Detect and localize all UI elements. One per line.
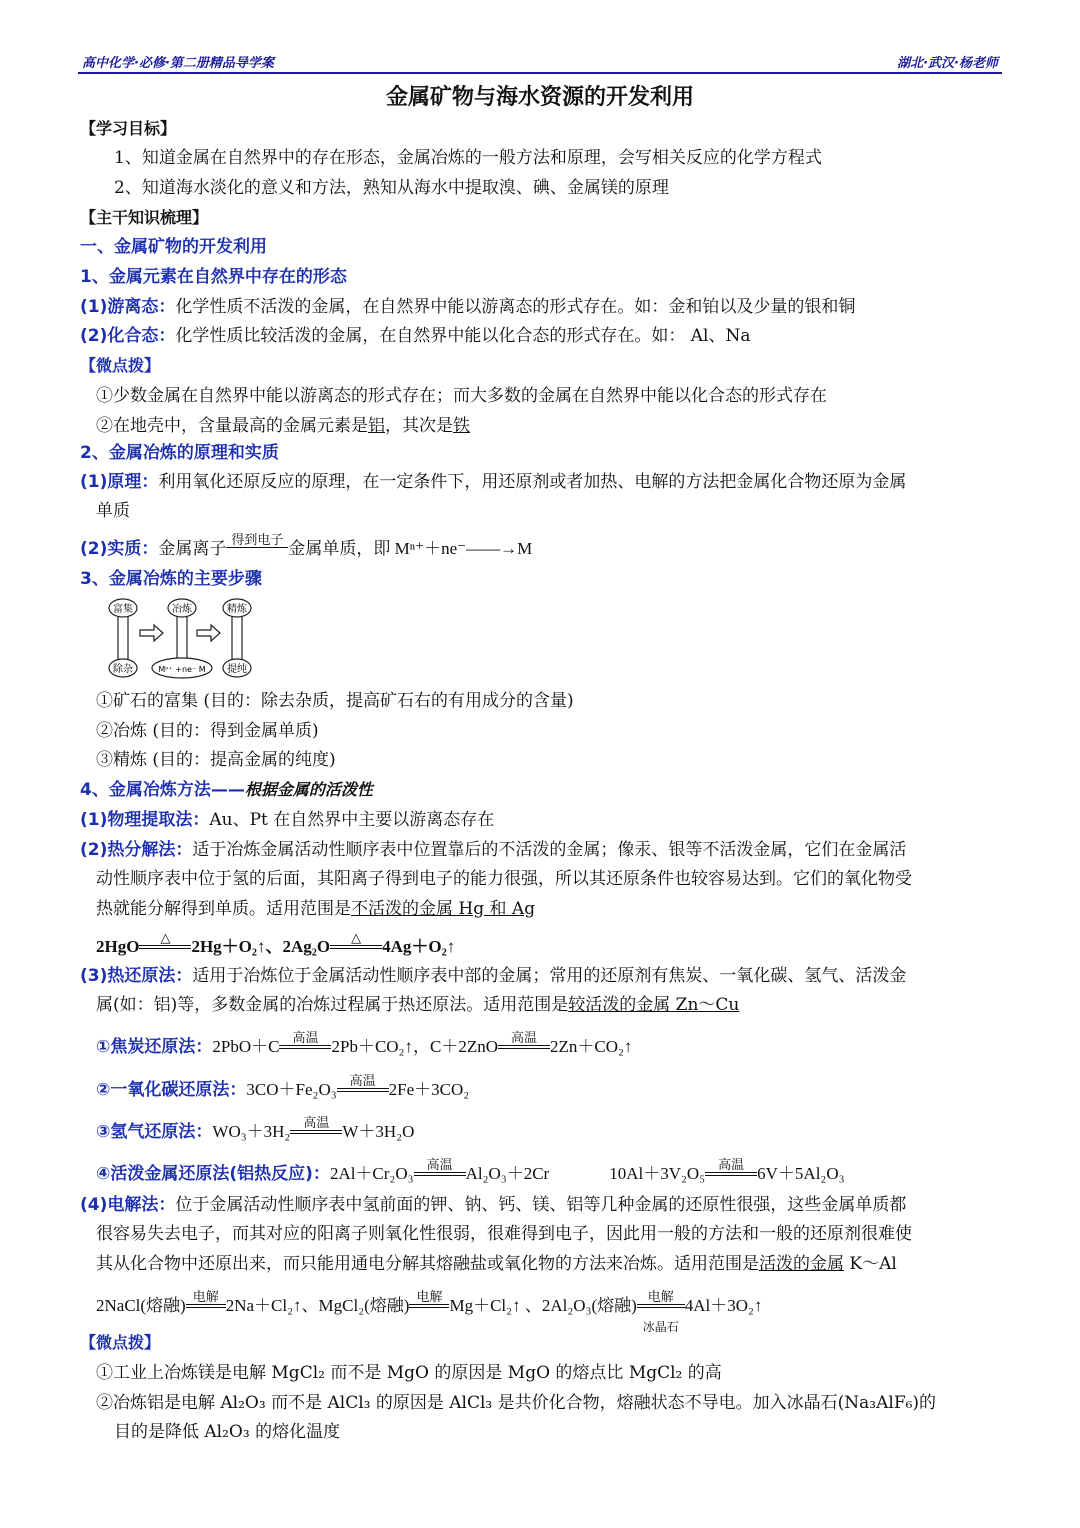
eq-2-cond-1: △ xyxy=(160,930,171,946)
tip-1-2-b: 铝 xyxy=(368,416,385,436)
tip-1-2-d: 铁 xyxy=(453,416,470,436)
step-2: ②冶炼 (目的：得到金属单质) xyxy=(96,721,319,741)
method-1-line xyxy=(80,805,1010,835)
subsection-1-4-a: 4、金属冶炼方法—— xyxy=(80,780,245,800)
method-2-text-3a: 热就能分解得到单质。适用范围是 xyxy=(96,899,351,919)
r1-d: 2Zn＋CO₂↑ xyxy=(549,1037,633,1056)
r3-cond: 高温 xyxy=(303,1115,330,1131)
r2-cond: 高温 xyxy=(349,1073,376,1089)
method-3-text: 适用于冶炼位于金属活动性顺序表中部的金属；常用的还原剂有焦炭、一氧化碳、氢气、活泼金 xyxy=(192,966,907,986)
principle-line xyxy=(80,467,1010,497)
r2-b: 2Fe＋3CO₂ xyxy=(388,1080,470,1099)
electrolysis-equation xyxy=(96,1289,1010,1335)
reduction-2 xyxy=(96,1075,1010,1105)
method-3-line-2 xyxy=(96,990,1010,1020)
method-4-label: (4)电解法： xyxy=(80,1195,176,1215)
reduction-1-label: ①焦炭还原法： xyxy=(96,1037,213,1057)
r1-arrow-2 xyxy=(498,1030,550,1055)
r4-arrow-2 xyxy=(705,1157,757,1182)
subsection-1-1: 1、金属元素在自然界中存在的形态 xyxy=(80,267,347,287)
subsection-1-4 xyxy=(80,775,1010,805)
r4-e: 6V＋5Al₂O₃ xyxy=(757,1164,845,1183)
method-4-text-3c: K～Al xyxy=(844,1254,897,1274)
method-2-line-3 xyxy=(96,894,1010,924)
r3-b: W＋3H₂O xyxy=(342,1122,415,1141)
tip-1-2-c: ，其次是 xyxy=(385,416,453,436)
method-4-line-2: 很容易失去电子，而其对应的阳离子则氧化性很弱，很难得到电子，因此用一般的方法和一般的还原剂很难使 xyxy=(96,1224,912,1244)
e-cond-3b: 冰晶石 xyxy=(642,1320,679,1335)
r4-d: 10Al＋3V₂O₅ xyxy=(609,1164,706,1183)
step-3: ③精炼 (目的：提高金属的纯度) xyxy=(96,750,336,770)
reduction-3-label: ③氢气还原法： xyxy=(96,1122,213,1142)
eq-2-b: 2Hg＋O₂↑、2Ag₂O xyxy=(191,937,331,956)
combined-state-line xyxy=(80,321,1010,351)
thermal-decomp-equation xyxy=(96,932,1010,962)
page-title: 金属矿物与海水资源的开发利用 xyxy=(385,85,694,110)
essence-a: 金属离子 xyxy=(158,539,227,558)
method-3-line xyxy=(80,961,1010,991)
tip-2-3: 目的是降低 Al₂O₃ 的熔化温度 xyxy=(114,1422,341,1442)
reduction-3 xyxy=(96,1117,1010,1147)
tip-1-2-a: ②在地壳中，含量最高的金属元素是 xyxy=(96,416,368,436)
r4-a: 2Al＋Cr₂O₃ xyxy=(329,1164,414,1183)
tip-heading-2: 【微点拨】 xyxy=(80,1333,161,1352)
reduction-4-label: ④活泼金属还原法(铝热反应)： xyxy=(96,1164,330,1184)
diagram-node-1: 富集 xyxy=(113,604,133,615)
reduction-1 xyxy=(96,1032,1010,1062)
goals-heading: 【学习目标】 xyxy=(80,119,177,138)
method-2-line xyxy=(80,835,1010,865)
method-3-label: (3)热还原法： xyxy=(80,966,193,986)
method-3-text-2a: 属(如：铝)等，多数金属的冶炼过程属于热还原法。适用范围是 xyxy=(96,995,569,1015)
e-cond-2: 电解 xyxy=(416,1289,443,1305)
tip-2-2: ②冶炼铝是电解 Al₂O₃ 而不是 AlCl₃ 的原因是 AlCl₃ 是共价化合物，熔融状态不导电。加入冰晶石(Na₃AlF₆)的 xyxy=(96,1393,937,1413)
tip-1-2 xyxy=(96,411,1010,441)
page-header xyxy=(78,50,1002,74)
essence-line xyxy=(80,534,1010,564)
r3-a: WO₃＋3H₂ xyxy=(212,1122,291,1141)
r1-a: 2PbO＋C xyxy=(212,1037,280,1056)
goal-2: 2、知道海水淡化的意义和方法，熟知从海水中提取溴、碘、金属镁的原理 xyxy=(114,178,669,198)
e-arrow-3 xyxy=(637,1289,685,1335)
subsection-1-4-b: 根据金属的活泼性 xyxy=(244,780,373,799)
method-4-line-3 xyxy=(96,1249,1010,1279)
diagram-node-5: Mⁿ⁺ +ne⁻ M xyxy=(158,665,206,674)
section-1-heading: 一、金属矿物的开发利用 xyxy=(80,237,267,257)
combined-state-text: 化学性质比较活泼的金属，在自然界中能以化合态的形式存在。如： Al、Na xyxy=(175,326,751,346)
free-state-text: 化学性质不活泼的金属，在自然界中能以游离态的形式存在。如：金和铂以及少量的银和铜 xyxy=(175,297,856,317)
e-c: Mg＋Cl₂↑ 、2Al₂O₃(熔融) xyxy=(449,1296,637,1315)
r1-arrow xyxy=(279,1030,331,1055)
free-state-label: (1)游离态： xyxy=(80,297,176,317)
essence-arrow-label: 得到电子 xyxy=(231,532,284,548)
r1-cond: 高温 xyxy=(292,1030,319,1046)
e-arrow-1 xyxy=(186,1289,226,1314)
method-4-text-3a: 其从化合物中还原出来，而只能用通电分解其熔融盐或氧化物的方法来冶炼。适用范围是 xyxy=(96,1254,759,1274)
e-b: 2Na＋Cl₂↑、MgCl₂(熔融) xyxy=(225,1296,410,1315)
eq-2-c: 4Ag＋O₂↑ xyxy=(382,937,456,956)
main-heading: 【主干知识梳理】 xyxy=(80,208,209,227)
eq-2-arrow-1 xyxy=(139,930,191,955)
e-d: 4Al＋3O₂↑ xyxy=(684,1296,763,1315)
method-1-text: Au、Pt 在自然界中主要以游离态存在 xyxy=(209,810,495,830)
e-arrow-2 xyxy=(409,1289,449,1314)
goal-1: 1、知道金属在自然界中的存在形态，金属冶炼的一般方法和原理，会写相关反应的化学方程式 xyxy=(114,148,822,168)
r2-a: 3CO＋Fe₂O₃ xyxy=(246,1080,337,1099)
method-4-text: 位于金属活动性顺序表中氢前面的钾、钠、钙、镁、铝等几种金属的还原性很强，这些金属单质都 xyxy=(175,1195,907,1215)
diagram-node-4: 除杂 xyxy=(113,664,133,675)
header-right: 湖北·武汉·杨老师 xyxy=(897,56,998,71)
method-2-text-3b: 不活泼的金属 Hg 和 Ag xyxy=(351,899,536,919)
tip-2-1: ①工业上冶炼镁是电解 MgCl₂ 而不是 MgO 的原因是 MgO 的熔点比 MgCl₂ 的高 xyxy=(96,1363,722,1383)
principle-label: (1)原理： xyxy=(80,472,159,492)
essence-label: (2)实质： xyxy=(80,539,159,559)
smelting-steps-diagram xyxy=(104,596,254,680)
method-2-label: (2)热分解法： xyxy=(80,840,193,860)
eq-2-cond-2: △ xyxy=(351,930,362,946)
essence-arrow xyxy=(226,532,288,557)
eq-2-arrow-2 xyxy=(330,930,382,955)
r4-b: Al₂O₃＋2Cr xyxy=(465,1164,550,1183)
method-3-text-2b: 较活泼的金属 Zn～Cu xyxy=(568,995,740,1015)
reduction-2-label: ②一氧化碳还原法： xyxy=(96,1080,247,1100)
r2-arrow xyxy=(337,1073,389,1098)
header-left: 高中化学·必修·第二册精品导学案 xyxy=(82,56,274,71)
free-state-line xyxy=(80,292,1010,322)
method-4-text-3b: 活泼的金属 xyxy=(759,1254,844,1274)
step-1: ①矿石的富集 (目的：除去杂质，提高矿石右的有用成分的含量) xyxy=(96,691,574,711)
r4-arrow xyxy=(414,1157,466,1182)
principle-text: 利用氧化还原反应的原理，在一定条件下，用还原剂或者加热、电解的方法把金属化合物还原为金属 xyxy=(158,472,907,492)
tip-heading-1: 【微点拨】 xyxy=(80,356,161,375)
reduction-4 xyxy=(96,1159,1010,1189)
diagram-node-2: 冶炼 xyxy=(172,604,192,615)
e-cond-1: 电解 xyxy=(192,1289,219,1305)
r4-cond: 高温 xyxy=(426,1157,453,1173)
r4-cond-2: 高温 xyxy=(718,1157,745,1173)
r1-cond-2: 高温 xyxy=(510,1030,537,1046)
principle-line-2: 单质 xyxy=(96,501,130,521)
subsection-1-2: 2、金属冶炼的原理和实质 xyxy=(80,443,279,463)
essence-b: 金属单质，即 Mⁿ⁺＋ne⁻——→M xyxy=(288,539,533,558)
subsection-1-3: 3、金属冶炼的主要步骤 xyxy=(80,569,262,589)
e-cond-3: 电解 xyxy=(647,1289,674,1305)
eq-2-a: 2HgO xyxy=(96,937,140,956)
diagram-node-6: 提纯 xyxy=(227,664,247,675)
method-1-label: (1)物理提取法： xyxy=(80,810,210,830)
e-a: 2NaCl(熔融) xyxy=(96,1296,186,1315)
tip-1-1: ①少数金属在自然界中能以游离态的形式存在；而大多数的金属在自然界中能以化合态的形式存在 xyxy=(96,386,827,406)
method-2-text: 适于冶炼金属活动性顺序表中位置靠后的不活泼的金属；像汞、银等不活泼金属，它们在金属活 xyxy=(192,840,907,860)
r3-arrow xyxy=(290,1115,342,1140)
r1-b: 2Pb＋CO₂↑，C＋2ZnO xyxy=(331,1037,498,1056)
method-2-line-2: 动性顺序表中位于氢的后面，其阳离子得到电子的能力很强，所以其还原条件也较容易达到。它们的氧化物受 xyxy=(96,869,912,889)
diagram-node-3: 精炼 xyxy=(227,604,247,615)
combined-state-label: (2)化合态： xyxy=(80,326,176,346)
method-4-line xyxy=(80,1190,1010,1220)
